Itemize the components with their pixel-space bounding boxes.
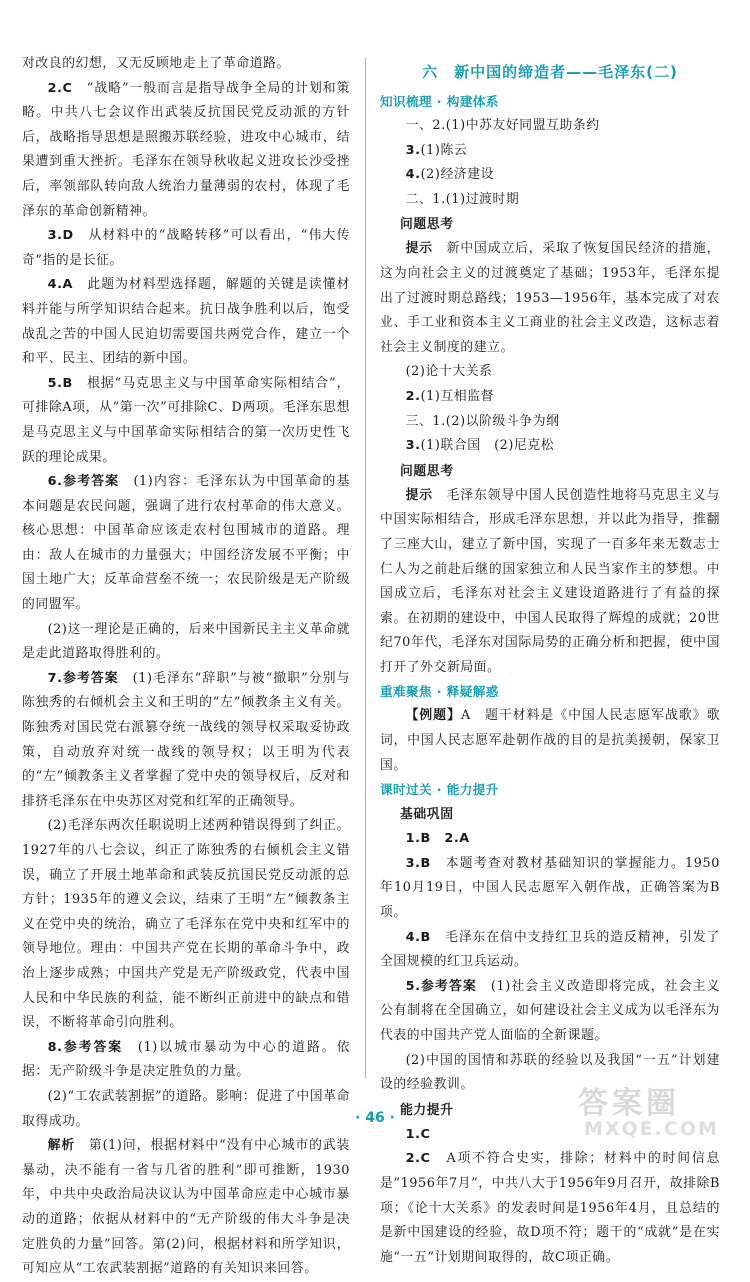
- answer-number: 6.: [47, 474, 63, 490]
- reference-answer-label: 参考答案: [62, 670, 119, 686]
- reference-answer-label: 参考答案: [420, 978, 477, 994]
- question-heading: 问题思考: [400, 463, 454, 479]
- answer-number: 3.: [405, 438, 421, 454]
- answer-text: 毛泽东在信中支持红卫兵的造反精神，引发了全国规模的红卫兵运动。: [380, 929, 720, 970]
- answer-text: (1)互相监督: [420, 388, 495, 404]
- answer-item: [380, 975, 720, 1049]
- answer-text: “战略”一般而言是指导战争全局的计划和策略。中共八七会议作出武装反抗国民党反动派的方针后，战略指导思想是照搬苏联经验，进攻中心城市，结果遭到重大挫折。毛泽东在领导秋收起义进攻长沙受挫后，率领部队转向敌人统治力量薄弱的农村，体现了毛泽东的革命创新精神。: [22, 80, 350, 219]
- answer-text: (2)经济建设: [420, 167, 495, 183]
- answer-number: 2.A: [444, 831, 470, 847]
- paragraph: 三、1.(2)以阶级斗争为纲: [405, 413, 560, 429]
- answer-text: A项不符合史实，排除；材料中的时间信息是“1956年7月”，中共八大于1956年9月召开，故排除B项；《论十大关系》的发表时间是1956年4月，且总结的是新中国建设的经验，故D项不符；题干的“成就”是在实施“一五”计划期间取得的，故C项正确。: [380, 1151, 720, 1265]
- watermark-logo: [578, 1078, 738, 1140]
- hint-text: 毛泽东领导中国人民创造性地将马克思主义与中国实际相结合，形成毛泽东思想，并以此为指导，推翻了三座大山，建立了新中国，实现了一百多年来无数志士仁人为之前赴后继的国家独立和人民当家作主的梦想。中国成立后，毛泽东对社会主义建设道路进行了有益的探索。在初期的建设中，中国人民取得了辉煌的成就；20世纪70年代，毛泽东对国际局势的正确分析和把握，使中国打开了外交新局面。: [380, 487, 721, 675]
- answer-2: [22, 77, 350, 225]
- answer-6: [22, 470, 350, 618]
- watermark-text: 答案圈: [578, 1086, 680, 1121]
- answer-number: 5.B: [47, 375, 73, 391]
- subsection-heading: 基础巩固: [400, 807, 454, 823]
- chapter-title: 六 新中国的缔造者——毛泽东(二): [422, 63, 678, 81]
- answer-text: (1)社会主义改造即将完成，社会主义公有制将在全国确立，如何建设社会主义成为以毛泽东为代表的中国共产党人面临的全新课题。: [380, 978, 720, 1043]
- answer-number: 2.: [405, 388, 421, 404]
- paragraph: 一、2.(1)中苏友好同盟互助条约: [405, 118, 600, 133]
- example-text: A 题干材料是《中国人民志愿军战歌》歌词，中国人民志愿军赴朝作战的目的是抗美援朝，保家卫国。: [380, 708, 720, 773]
- reference-answer-label: 参考答案: [62, 1039, 124, 1055]
- left-column: [22, 52, 350, 1282]
- answer-text: (1)毛泽东“辞职”与被“撤职”分别与陈独秀的右倾机会主义和王明的“左”倾教条主义有关。陈独秀对国民党右派篡夺统一战线的领导权采取妥协政策，自动放弃对统一战线的领导权；以王明为代表的“左”倾教条主义者掌握了党中央的领导权后，反对和排挤毛泽东在中央苏区对党和红军的正确领导。: [22, 670, 350, 809]
- answer-8: [22, 1036, 350, 1085]
- example-label: 【例题】: [405, 708, 461, 724]
- answer-5: [22, 372, 350, 470]
- answer-number: 7.: [47, 670, 63, 686]
- answer-number: 2.C: [405, 1151, 431, 1167]
- answer-text: 从材料中的“战略转移”可以看出，“伟大传奇”指的是长征。: [22, 228, 350, 268]
- paragraph: (2)毛泽东两次任职说明上述两种错误得到了纠正。1927年的八七会议，纠正了陈独秀的右倾机会主义错误，确立了开展土地革命和武装反抗国民党反动派的总方针；1935年的遵义会议，结束了王明“左”倾教条主义在党中央的统治，确立了毛泽东在党中央和红军中的领导地位。理由：中国共产党在长期的革命斗争中，政治上逐步成熟；中国共产党是无产阶级政党，代表中国人民和中华民族的利益，能不断纠正前进中的缺点和错误，不断将革命引向胜利。: [22, 818, 350, 1031]
- answer-number: 2.C: [47, 80, 73, 96]
- answer-3: [22, 224, 350, 273]
- subsection-heading: 能力提升: [400, 1102, 454, 1118]
- paragraph: (2)这一理论是正确的，后来中国新民主主义革命就是走此道路取得胜利的。: [22, 621, 350, 662]
- hint-label: 提示: [405, 487, 433, 503]
- analysis-text: 第(1)问，根据材料中“没有中心城市的武装暴动，决不能有一省与几省的胜利”即可推断，1930年，中共中央政治局决议认为中国革命应走中心城市暴动的道路；依据从材料中的“无产阶级的伟大斗争是决定胜负的力量”回答。第(2)问，根据材料和所学知识，可知应从“工农武装割据”道路的有关知识来回答。: [22, 1138, 350, 1277]
- answer-number: 4.A: [47, 277, 74, 293]
- paragraph: (2)“工农武装割据”的道路。影响：促进了中国革命取得成功。: [22, 1088, 350, 1129]
- list-item: 1.C: [405, 1126, 431, 1142]
- answer-number: 3.B: [405, 855, 431, 871]
- analysis: [22, 1134, 350, 1282]
- list-item: [380, 827, 720, 852]
- list-item: [380, 434, 720, 459]
- hint: [380, 484, 720, 681]
- answer-text: (1)以城市暴动为中心的道路。依据：无产阶级斗争是决定胜负的力量。: [22, 1039, 351, 1080]
- answer-text: (1)联合国 (2)尼克松: [420, 438, 555, 454]
- list-item: [380, 139, 720, 164]
- answer-number: 8.: [47, 1039, 63, 1055]
- answer-text: (1)陈云: [420, 142, 468, 158]
- page-number: · 46 ·: [355, 1110, 395, 1126]
- answer-number: 4.B: [405, 929, 431, 945]
- hint-text: 新中国成立后，采取了恢复国民经济的措施，这为向社会主义的过渡奠定了基础；1953年，毛泽东提出了过渡时期总路线；1953—1956年，基本完成了对农业、手工业和资本主义工商业的社会主义改造，这标志着社会主义制度的建立。: [380, 241, 721, 355]
- analysis-label: 解析: [47, 1138, 76, 1154]
- watermark-url: MXQE.COM: [584, 1118, 719, 1140]
- answer-number: 3.D: [47, 228, 74, 244]
- hint-label: 提示: [405, 241, 433, 257]
- paragraph: (2)论十大关系: [405, 364, 493, 380]
- hint: [380, 237, 720, 360]
- answer-text: 此题为材料型选择题，解题的关键是读懂材料并能与所学知识结合起来。抗日战争胜利以后，饱受战乱之苦的中国人民迫切需要国共两党合作，建立一个和平、民主、团结的新中国。: [22, 277, 350, 367]
- answer-4: [22, 273, 350, 371]
- list-item: [380, 385, 720, 410]
- column-divider: [365, 58, 366, 1078]
- answer-text: 本题考查对教材基础知识的掌握能力。1950年10月19日，中国人民志愿军入朝作战，正确答案为B项。: [380, 855, 720, 921]
- paragraph: 二、1.(1)过渡时期: [405, 191, 520, 207]
- answer-number: 3.: [405, 142, 421, 158]
- paragraph: 对改良的幻想，又无反顾地走上了革命道路。: [22, 56, 290, 71]
- answer-text: 根据“马克思主义与中国革命实际相结合”，可排除A项，从“第一次”可排除C、D两项。毛泽东思想是马克思主义与中国革命实际相结合的第一次历史性飞跃的理论成果。: [22, 375, 350, 465]
- example: [380, 704, 720, 778]
- section-heading: 知识梳理 · 构建体系: [380, 94, 499, 109]
- paragraph: (2)中国的国情和苏联的经验以及我国“一五”计划建设的经验教训。: [380, 1052, 720, 1093]
- answer-text: (1)内容：毛泽东认为中国革命的基本问题是农民问题，强调了进行农村革命的伟大意义。核心思想：中国革命应该走农村包围城市的道路。理由：敌人在城市的力量强大；中国经济发展不平衡；中国土地广大；反革命营垒不统一；农民阶级是无产阶级的同盟军。: [22, 474, 350, 613]
- reference-answer-label: 参考答案: [62, 474, 120, 490]
- section-heading: 课时过关 · 能力提升: [380, 782, 499, 798]
- answer-number: 1.B: [405, 831, 431, 847]
- question-heading: 问题思考: [400, 217, 454, 233]
- answer-item: [380, 926, 720, 975]
- answer-7: [22, 667, 350, 815]
- answer-number: 5.: [405, 978, 421, 994]
- answer-item: [380, 1147, 720, 1270]
- list-item: [380, 163, 720, 188]
- answer-item: [380, 852, 720, 926]
- answer-number: 4.: [405, 167, 421, 183]
- section-heading: 重难聚焦 · 释疑解惑: [380, 684, 499, 700]
